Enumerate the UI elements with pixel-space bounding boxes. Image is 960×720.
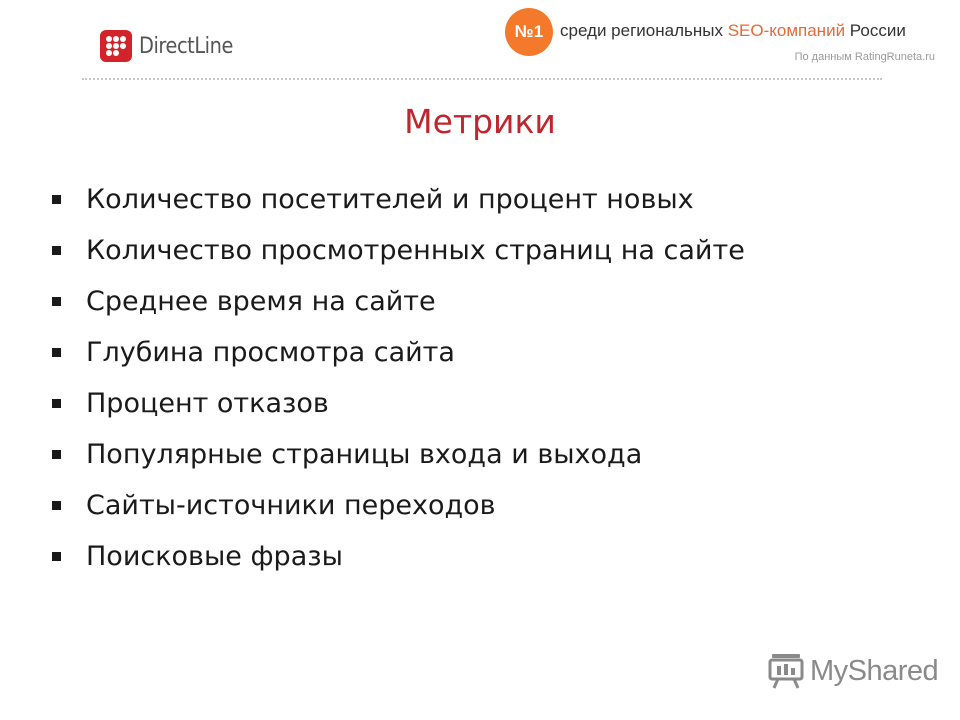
list-item [50, 276, 745, 327]
metrics-list [50, 174, 745, 582]
list-item [50, 174, 745, 225]
list-item-text: Среднее время на сайте [86, 286, 436, 317]
directline-logo [100, 30, 246, 62]
ranking-text-part1: среди региональных [560, 21, 728, 40]
list-item [50, 480, 745, 531]
directline-logo-mark-icon [100, 30, 132, 62]
bullet-square-icon [52, 246, 61, 255]
bullet-square-icon [52, 348, 61, 357]
slide-header [0, 0, 960, 90]
list-item-text: Процент отказов [86, 388, 329, 419]
ranking-source: По данным RatingRuneta.ru [794, 51, 935, 63]
bullet-square-icon [52, 552, 61, 561]
myshared-watermark [766, 652, 938, 690]
header-divider [82, 78, 882, 80]
ranking-text-part3: России [845, 21, 906, 40]
list-item [50, 225, 745, 276]
ranking-text-accent: SEO-компаний [727, 21, 846, 40]
bullet-square-icon [52, 501, 61, 510]
bullet-square-icon [52, 450, 61, 459]
ranking-banner [505, 8, 945, 70]
list-item-text: Поисковые фразы [86, 541, 343, 572]
list-item-text: Популярные страницы входа и выхода [86, 439, 643, 470]
directline-logo-text: DirectLine [139, 33, 233, 59]
list-item-text: Количество посетителей и процент новых [86, 184, 694, 215]
list-item [50, 531, 745, 582]
bullet-square-icon [52, 297, 61, 306]
ranking-badge: №1 [505, 8, 553, 56]
bullet-square-icon [52, 399, 61, 408]
bullet-square-icon [52, 195, 61, 204]
list-item [50, 378, 745, 429]
ranking-text [560, 21, 906, 41]
list-item [50, 429, 745, 480]
list-item-text: Количество просмотренных страниц на сайте [86, 235, 745, 266]
slide-title: Метрики [404, 102, 556, 141]
list-item-text: Глубина просмотра сайта [86, 337, 455, 368]
presentation-board-icon [766, 652, 806, 690]
watermark-text: MyShared [810, 654, 939, 687]
list-item-text: Сайты-источники переходов [86, 490, 496, 521]
list-item [50, 327, 745, 378]
